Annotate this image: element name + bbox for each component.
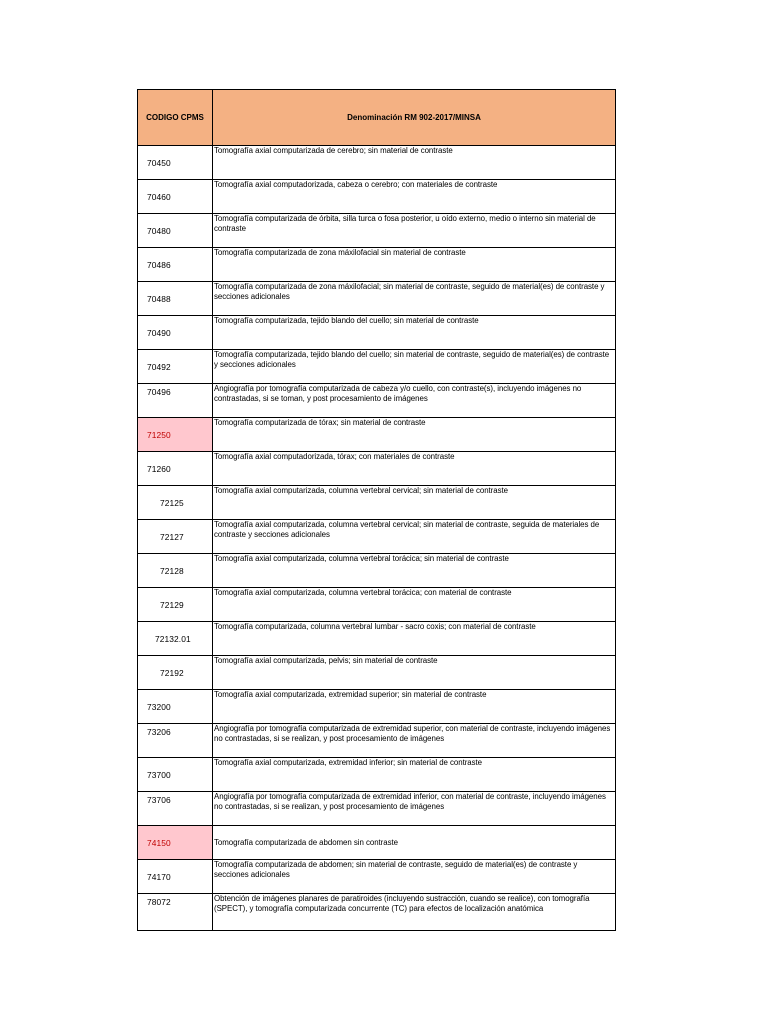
row-code-flagged: 74150 [138,826,213,860]
table-row [138,316,616,350]
row-code: 72132.01 [138,622,213,656]
row-description: Tomografía computarizada de abdomen sin contraste [213,826,616,860]
table-row [138,860,616,894]
row-code-flagged: 71250 [138,418,213,452]
row-code: 72192 [138,656,213,690]
row-description: Angiografía por tomografía computarizada de extremidad superior, con material de contraste, incluyendo imágenes no contrastadas, si se realizan, y post procesamiento de imágenes [213,724,616,758]
row-code: 72127 [138,520,213,554]
row-description: Tomografía axial computarizada, extremidad superior; sin material de contraste [213,690,616,724]
table-row [138,180,616,214]
row-code: 72129 [138,588,213,622]
row-code: 72125 [138,486,213,520]
row-code: 70490 [138,316,213,350]
row-description: Angiografía por tomografía computarizada de extremidad inferior, con material de contraste, incluyendo imágenes no contrastadas, si se realizan, y post procesamiento de imágenes [213,792,616,826]
table-row-flagged [138,418,616,452]
row-description: Tomografía computarizada, tejido blando del cuello; sin material de contraste, seguido de material(es) de contraste y secciones adicionales [213,350,616,384]
table-row [138,350,616,384]
table-row [138,248,616,282]
row-description: Tomografía axial computarizada, extremidad inferior; sin material de contraste [213,758,616,792]
row-code: 72128 [138,554,213,588]
row-code: 70488 [138,282,213,316]
row-description: Tomografía axial computarizada, columna vertebral torácica; con material de contraste [213,588,616,622]
row-code: 70486 [138,248,213,282]
header-code: CODIGO CPMS [138,90,213,146]
row-code: 73206 [138,724,213,758]
table-row [138,146,616,180]
row-description: Tomografía axial computarizada, columna vertebral torácica; sin material de contraste [213,554,616,588]
cpms-table [137,89,616,931]
row-code: 74170 [138,860,213,894]
row-description: Tomografía axial computadorizada, tórax; con materiales de contraste [213,452,616,486]
row-description: Tomografía axial computarizada, columna vertebral cervical; sin material de contraste [213,486,616,520]
table-row [138,554,616,588]
header-denominacion: Denominación RM 902-2017/MINSA [213,90,616,146]
table-row [138,690,616,724]
row-code: 70480 [138,214,213,248]
row-description: Tomografía computarizada, columna vertebral lumbar - sacro coxis; con material de contraste [213,622,616,656]
table-row [138,622,616,656]
table-row [138,214,616,248]
table-row [138,452,616,486]
row-code: 70492 [138,350,213,384]
row-description: Obtención de imágenes planares de paratiroides (incluyendo sustracción, cuando se realice), con tomografía (SPECT), y tomografía computarizada concurrente (TC) para efectos de localización anatómica [213,894,616,931]
row-code: 71260 [138,452,213,486]
table-row [138,588,616,622]
table-row [138,520,616,554]
table-row [138,282,616,316]
row-description: Tomografía computarizada, tejido blando del cuello; sin material de contraste [213,316,616,350]
row-code: 70496 [138,384,213,418]
row-code: 70450 [138,146,213,180]
row-code: 73706 [138,792,213,826]
row-description: Tomografía axial computadorizada, cabeza o cerebro; con materiales de contraste [213,180,616,214]
table-header-row [138,90,616,146]
table-row [138,724,616,758]
row-description: Tomografía axial computarizada, pelvis; sin material de contraste [213,656,616,690]
row-code: 78072 [138,894,213,931]
table-row [138,656,616,690]
table-row [138,792,616,826]
row-description: Tomografía axial computarizada, columna vertebral cervical; sin material de contraste, seguida de materiales de contraste y secciones adicionales [213,520,616,554]
row-description: Tomografía computarizada de órbita, silla turca o fosa posterior, u oído externo, medio o interno sin material de contraste [213,214,616,248]
row-description: Tomografía computarizada de zona máxilofacial sin material de contraste [213,248,616,282]
table-row [138,894,616,931]
row-description: Tomografía computarizada de zona máxilofacial; sin material de contraste, seguido de material(es) de contraste y secciones adicionales [213,282,616,316]
row-description: Tomografía axial computarizada de cerebro; sin material de contraste [213,146,616,180]
row-code: 70460 [138,180,213,214]
table-row [138,758,616,792]
row-description: Angiografía por tomografía computarizada de cabeza y/o cuello, con contraste(s), incluyendo imágenes no contrastadas, si se toman, y post procesamiento de imágenes [213,384,616,418]
table-row [138,384,616,418]
row-code: 73200 [138,690,213,724]
row-code: 73700 [138,758,213,792]
table-row [138,486,616,520]
row-description: Tomografía computarizada de tórax; sin material de contraste [213,418,616,452]
table-row-flagged [138,826,616,860]
row-description: Tomografía computarizada de abdomen; sin material de contraste, seguido de material(es) de contraste y secciones adicionales [213,860,616,894]
